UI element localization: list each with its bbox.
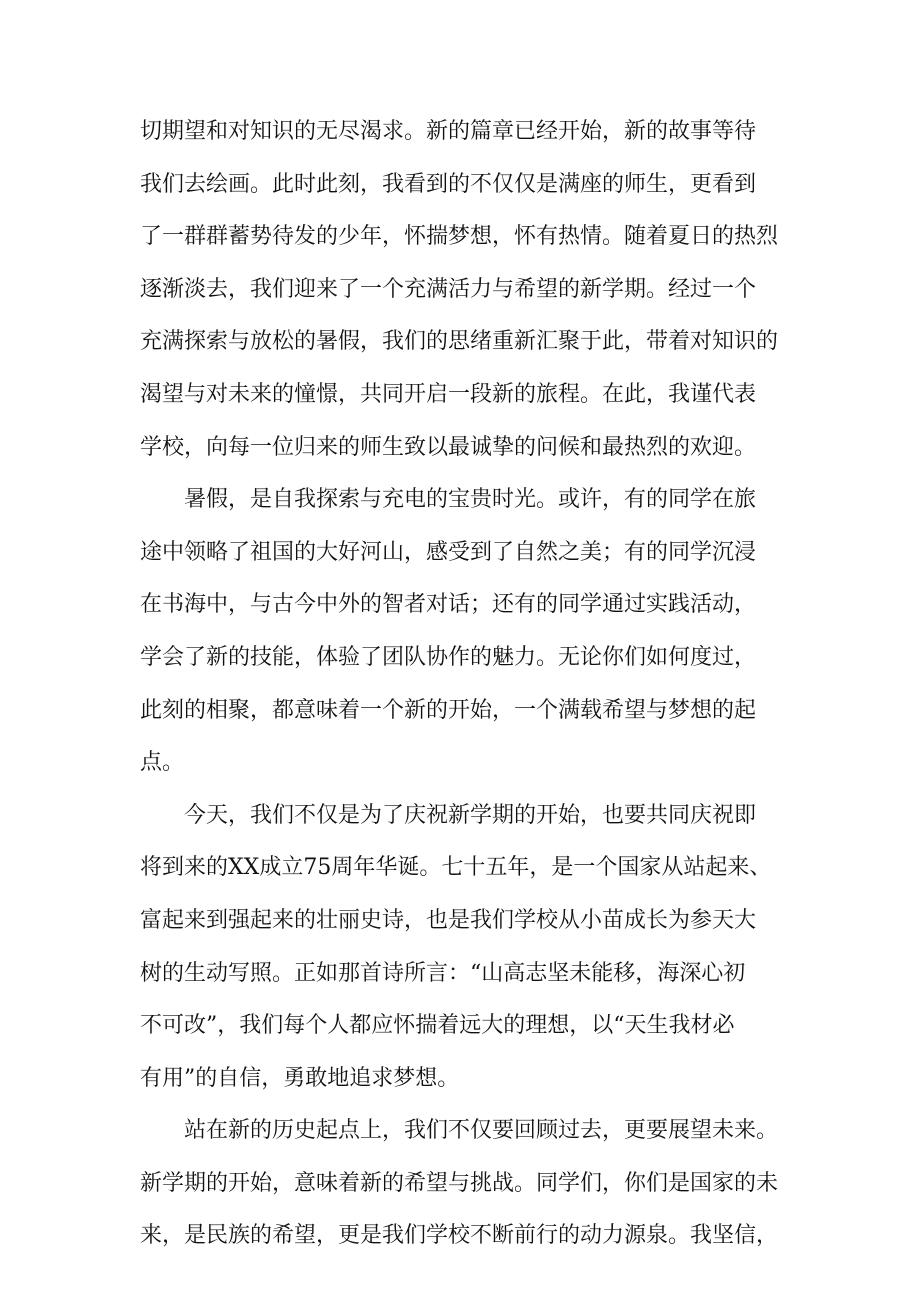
text-line: 将到来的XX成立75周年华诞。七十五年，是一个国家从站起来、: [140, 855, 772, 881]
text-line: 我们去绘画。此时此刻，我看到的不仅仅是满座的师生，更看到: [140, 171, 757, 197]
text-line: 来，是民族的希望，更是我们学校不断前行的动力源泉。我坚信，: [140, 1223, 779, 1249]
text-line: 不可改”，我们每个人都应怀揣着远大的理想，以“天生我材必: [140, 1013, 735, 1039]
text-line: 有用”的自信，勇敢地追求梦想。: [140, 1065, 460, 1091]
text-line: 站在新的历史起点上，我们不仅要回顾过去，更要展望未来。: [184, 1118, 779, 1144]
text-line: 在书海中，与古今中外的智者对话；还有的同学通过实践活动，: [140, 592, 757, 618]
text-line: 此刻的相聚，都意味着一个新的开始，一个满载希望与梦想的起: [140, 697, 757, 723]
document-body: [140, 106, 800, 1263]
text-line: 点。: [140, 750, 185, 776]
text-line: 途中领略了祖国的大好河山，感受到了自然之美；有的同学沉浸: [140, 539, 757, 565]
text-line: 了一群群蓄势待发的少年，怀揣梦想，怀有热情。随着夏日的热烈: [140, 224, 779, 250]
text-line: 树的生动写照。正如那首诗所言：“山高志坚未能移，海深心初: [140, 960, 746, 986]
text-line: 暑假，是自我探索与充电的宝贵时光。或许，有的同学在旅: [184, 487, 757, 513]
text-line: 学校，向每一位归来的师生致以最诚挚的问候和最热烈的欢迎。: [140, 434, 757, 460]
text-line: 充满探索与放松的暑假，我们的思绪重新汇聚于此，带着对知识的: [140, 329, 779, 355]
text-line: 新学期的开始，意味着新的希望与挑战。同学们，你们是国家的未: [140, 1170, 779, 1196]
text-line: 渴望与对未来的憧憬，共同开启一段新的旅程。在此，我谨代表: [140, 381, 757, 407]
text-line: 逐渐淡去，我们迎来了一个充满活力与希望的新学期。经过一个: [140, 276, 757, 302]
text-line: 学会了新的技能，体验了团队协作的魅力。无论你们如何度过，: [140, 644, 757, 670]
text-line: 今天，我们不仅是为了庆祝新学期的开始，也要共同庆祝即: [184, 802, 757, 828]
text-line: 富起来到强起来的壮丽史诗，也是我们学校从小苗成长为参天大: [140, 907, 757, 933]
text-line: 切期望和对知识的无尽渴求。新的篇章已经开始，新的故事等待: [140, 119, 757, 144]
